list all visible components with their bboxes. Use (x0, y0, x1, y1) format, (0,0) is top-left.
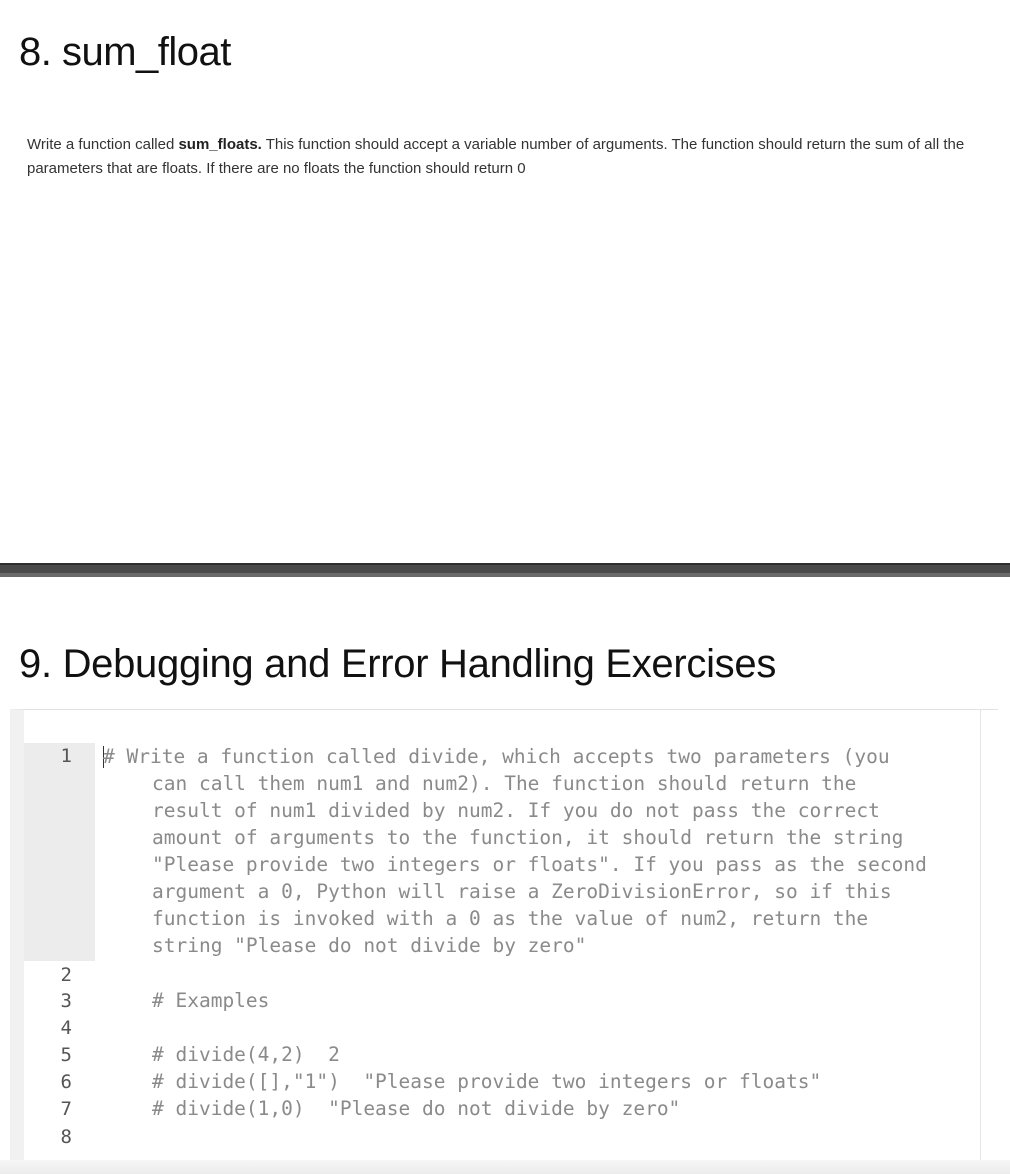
code-line-1-wrap[interactable]: result of num1 divided by num2. If you do not pass the correct (152, 799, 880, 822)
code-line-1-wrap[interactable]: can call them num1 and num2). The function should return the (152, 772, 857, 795)
code-line-6[interactable]: # divide([],"1") "Please provide two integers or floats" (152, 1070, 822, 1093)
code-line-1-wrap[interactable]: argument a 0, Python will raise a ZeroDivisionError, so if this (152, 880, 892, 903)
section-8 (0, 0, 1010, 563)
code-line-1[interactable]: # Write a function called divide, which accepts two parameters (you (103, 745, 890, 768)
desc-prefix: Write a function called (27, 136, 179, 153)
editor-right-border (980, 710, 981, 1160)
section-9-title: 9. Debugging and Error Handling Exercises (19, 642, 777, 686)
function-name: sum_floats. (178, 136, 262, 153)
code-line-7[interactable]: # divide(1,0) "Please do not divide by zero" (152, 1097, 681, 1120)
editor-bottom-bar (0, 1160, 1010, 1174)
desc-rest: This function should accept a variable number of arguments. The function should return the sum of all the parameters that are floats. If there are no floats the function should return 0 (27, 136, 965, 177)
line-number-3: 3 (60, 990, 72, 1012)
code-line-1-wrap[interactable]: string "Please do not divide by zero" (152, 934, 587, 957)
line-number-2: 2 (60, 964, 72, 986)
code-line-1-wrap[interactable]: function is invoked with a 0 as the value of num2, return the (152, 907, 869, 930)
line-number-8: 8 (60, 1126, 72, 1148)
line-number-4: 4 (60, 1017, 72, 1039)
section-8-description (27, 133, 1002, 180)
line-number-7: 7 (60, 1098, 72, 1120)
code-line-1-wrap[interactable]: amount of arguments to the function, it should return the string (152, 826, 904, 849)
code-line-1-wrap[interactable]: "Please provide two integers or floats". If you pass as the second (152, 853, 927, 876)
line-number-5: 5 (60, 1044, 72, 1066)
line-number-1: 1 (60, 745, 72, 767)
section-8-title: 8. sum_float (19, 30, 231, 74)
code-line-3[interactable]: # Examples (152, 989, 270, 1012)
code-line-5[interactable]: # divide(4,2) 2 (152, 1043, 340, 1066)
line-number-6: 6 (60, 1071, 72, 1093)
section-divider (0, 563, 1010, 577)
active-line-gutter (24, 743, 95, 961)
